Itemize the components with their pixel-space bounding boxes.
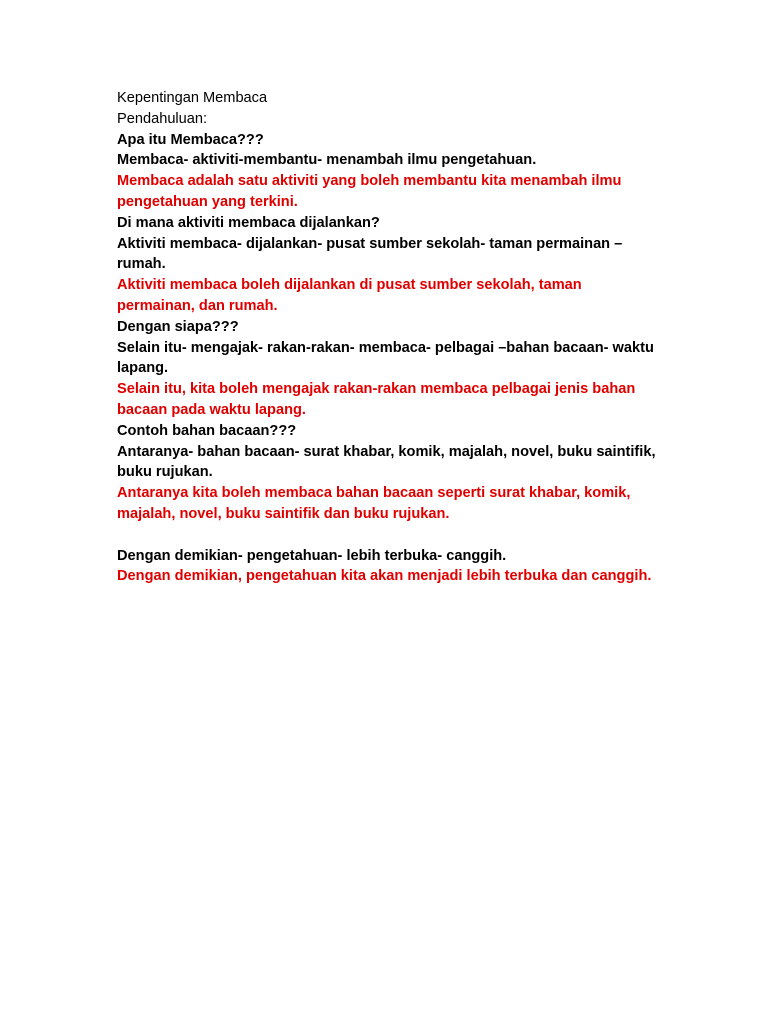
section-label: Pendahuluan: bbox=[117, 110, 208, 127]
document-title: Kepentingan Membaca bbox=[117, 90, 268, 106]
paragraph-list bbox=[117, 130, 657, 588]
answer-sentence: Antaranya kita boleh membaca bahan bacaan seperti surat khabar, komik, majalah, novel, buku saintifik dan buku rujukan. bbox=[117, 485, 631, 522]
prompt-line: Apa itu Membaca??? bbox=[117, 131, 264, 148]
prompt-line: Selain itu- mengajak- rakan-rakan- membaca- pelbagai –bahan bacaan- waktu lapang. bbox=[117, 339, 654, 377]
prompt-line: Antaranya- bahan bacaan- surat khabar, komik, majalah, novel, buku saintifik, buku rujukan. bbox=[117, 443, 656, 481]
prompt-line: Dengan siapa??? bbox=[117, 318, 239, 335]
paragraph-spacer bbox=[117, 525, 657, 546]
answer-sentence: Dengan demikian, pengetahuan kita akan menjadi lebih terbuka dan canggih. bbox=[117, 568, 652, 585]
prompt-line: Contoh bahan bacaan??? bbox=[117, 422, 297, 439]
prompt-line: Aktiviti membaca- dijalankan- pusat sumber sekolah- taman permainan –rumah. bbox=[117, 235, 623, 273]
prompt-line: Di mana aktiviti membaca dijalankan? bbox=[117, 214, 380, 231]
document-body bbox=[117, 88, 657, 587]
prompt-line: Membaca- aktiviti-membantu- menambah ilmu pengetahuan. bbox=[117, 152, 537, 169]
answer-sentence: Aktiviti membaca boleh dijalankan di pusat sumber sekolah, taman permainan, dan rumah. bbox=[117, 277, 582, 314]
answer-sentence: Selain itu, kita boleh mengajak rakan-rakan membaca pelbagai jenis bahan bacaan pada waktu lapang. bbox=[117, 381, 636, 418]
answer-sentence: Membaca adalah satu aktiviti yang boleh membantu kita menambah ilmu pengetahuan yang terkini. bbox=[117, 173, 622, 210]
prompt-line: Dengan demikian- pengetahuan- lebih terbuka- canggih. bbox=[117, 547, 507, 564]
